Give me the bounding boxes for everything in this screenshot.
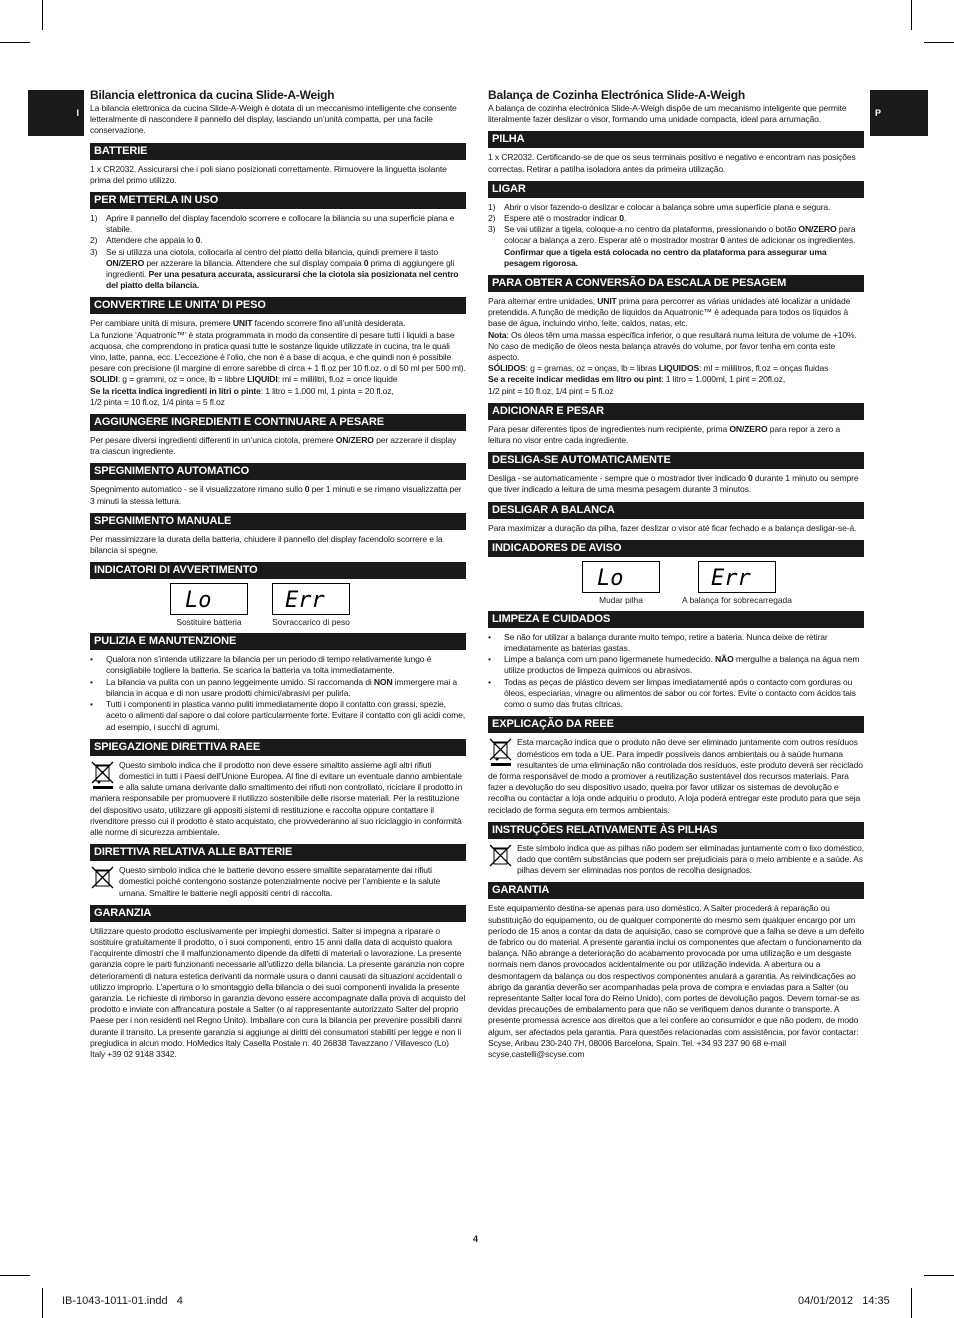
- setup-step: 3) Se vai utilizar a tigela, coloque-a no centro da plataforma, pressionando o botão ON/ZERO para colocar a balança a zero. Esperar até o mostrador mostrar 0 antes de adicionar os ingredientes. Confirmar que a tigela está colocada no centro da plataforma para assegurar uma pesagem rigorosa.: [488, 224, 856, 268]
- battery-directive-block: Questo simbolo indica che le batterie devono essere smaltite separatamente dai rifiuti domestici poiché contengono sostanze potenzialmente nocive per l’ambiente e la salute umana. Smaltire le batterie negli appositi centri di raccolta.: [90, 865, 466, 899]
- pints-text: 1/2 pinta = 10 fl.oz, 1/4 pinta = 5 fl.oz: [90, 396, 225, 407]
- add-text: Para pesar diferentes tipos de ingredientes num recipiente, prima ON/ZERO para repor a zero a leitura no visor entre cada ingrediente.: [488, 423, 840, 446]
- section-heading-cleaning: PULIZIA E MANUTENZIONE: [90, 633, 466, 650]
- lcd-display: [698, 561, 776, 593]
- lcd-display: [272, 583, 350, 615]
- indicator-caption: A balança for sobrecarregada: [682, 594, 792, 605]
- litres-text: Se la ricetta indica ingredienti in litri o pinte: 1 litro = 1.000 ml, 1 pinta = 20 fl.oz,: [90, 385, 394, 396]
- section-heading-add: AGGIUNGERE INGREDIENTI E CONTINUARE A PESARE: [90, 414, 466, 431]
- section-heading-manual-off: SPEGNIMENTO MANUALE: [90, 513, 466, 530]
- indicator-err: [272, 583, 350, 627]
- warranty-text: Utilizzare questo prodotto esclusivamente per impieghi domestici. Salter si impegna a riparare o sostituire gratuitamente il prodotto, o i suoi componenti, entro 15 anni dalla data di acquisto qualora l’acquirente dimostri che il malfunzionamento dipende da difetti di materiali o lavorazione. La presente garanzia copre le parti funzionanti necessarie all’utilizzo della bilancia. La presente garanzia non copre deterioramenti di natura estetica derivanti da normale usura o danni causati da situazioni accidentali o utilizzo improprio. L’apertura o lo smontaggio della bilancia o dei suoi componenti invalida la presente garanzia. Le richieste di rimborso in garanzia devono essere accompagnate dalla prova di acquisto del prodotto e inviate con affrancatura postale a Salter (o al rappresentante autorizzato Salter del proprio Paese per i non residenti nel Regno Unito). Imballare con cura la bilancia per prevenire possibili danni durante il transito. La presente garanzia si aggiunge ai diritti dei consumatori stabiliti per legge e non li pregiudica in alcun modo. HoMedics Italy Casella Postale n. 40 26838 Tavazzano / Villavesco (Lo) Italy +39 02 9148 3342.: [90, 925, 466, 1059]
- crop-mark: [911, 0, 912, 30]
- section-heading-indicators: INDICADORES DE AVISO: [488, 540, 864, 557]
- section-heading-warranty: GARANTIA: [488, 882, 864, 899]
- add-text: Per pesare diversi ingredienti differenti in un’unica ciotola, premere ON/ZERO per azzerare il display tra ciascun ingrediente.: [90, 435, 457, 457]
- section-heading-conversion: PARA OBTER A CONVERSÃO DA ESCALA DE PESAGEM: [488, 275, 864, 292]
- section-heading-manual-off: DESLIGAR A BALANCA: [488, 502, 864, 519]
- language-tab-italian: I: [28, 90, 84, 136]
- section-heading-batterie: BATTERIE: [90, 143, 466, 160]
- crop-mark: [0, 1275, 30, 1276]
- pilha-text: 1 x CR2032. Certificando-se de que os seus terminais positivo e negativo e encontram nas posições correctas. Retirar a patilha isoladora antes da primeira utilização.: [488, 152, 856, 174]
- list-item: • La bilancia va pulita con un panno leggeimente umido. Si raccomanda di NON immergere mai a bilancia in acqua e di non usare prodotti chimici/abrasivi per pulirla.: [90, 676, 457, 698]
- indicator-lo: [170, 583, 248, 627]
- section-heading-auto-off: SPEGNIMENTO AUTOMATICO: [90, 463, 466, 480]
- setup-steps: [488, 202, 864, 269]
- section-heading-add: ADICIONAR E PESAR: [488, 403, 864, 420]
- section-heading-batteries: INSTRUÇÕES RELATIVAMENTE ÀS PILHAS: [488, 822, 864, 839]
- svg-text:Err: Err: [285, 588, 325, 611]
- crossed-bin-icon: [90, 865, 116, 895]
- lcd-display: [170, 583, 248, 615]
- indicator-caption: Mudar pilha: [599, 594, 643, 605]
- indicator-row: [488, 561, 864, 605]
- section-heading-pilha: PILHA: [488, 131, 864, 148]
- page-number: 4: [473, 1234, 479, 1244]
- lcd-display: [582, 561, 660, 593]
- indicator-row: [90, 583, 466, 627]
- crop-mark: [924, 42, 954, 43]
- lcd-lo-icon: [179, 588, 239, 610]
- svg-text:Lo: Lo: [597, 565, 624, 588]
- setup-step: 2) Espere até o mostrador indicar 0.: [488, 213, 627, 224]
- auto-off-text: Spegnimento automatico - se il visualizzatore rimano sullo 0 per 1 minuti e se rimano visualizzatta per 3 minuti la stessa lettura.: [90, 484, 462, 506]
- indicator-lo: [582, 561, 660, 605]
- aquatronic-text: La funzione ‘Aquatronic™’ è stata programmata in modo da consentire di pesare tutti i liquidi a base acquosa, che comprendono in pratica quasi tutte le sostanze liquide utilizzate in cucina, tra le quali vino, latte, panna, ecc. L’eccezione è l’olio, che non è a base di acqua, e che quindi non è possibile pesare con precisione (il margine di errore sarebbe di circa + 1 fl.oz per 10 fl.oz. o di 50 ml per 500 ml).: [90, 329, 466, 374]
- setup-step: 3) Se si utilizza una ciotola, collocarla al centro del piatto della bilancia, quindi premere il tasto ON/ZERO per azzerare la bilancia. Attendere che sul display compaia 0 prima di aggiungere gli ingredienti. Per una pesatura accurata, assicurarsi che la ciotola sia posizionata nel centro del piatto della bilancia.: [90, 246, 459, 291]
- list-item: • Qualora non s’intenda utilizzare la bilancia per un periodo di tempo relativamente lungo é consigliabile togliere la batteria. Se scarica la batteria va tolta immediatamente.: [90, 654, 432, 676]
- manual-off-text: Para maximizar a duração da pilha, fazer deslizar o visor até ficar fechado e a balança desligar-se-á.: [488, 522, 857, 533]
- reee-block: Esta marcação indica que o produto não deve ser eliminado juntamente com outros resíduos domésticos em toda a UE. Para impedir possíveis danos ambientais ou à saúde humana resultantes de uma eliminação não controlada dos resíduos, este produto deverá ser reciclado de forma responsável de modo a promover a reutilização sustentável dos recursos materiais. Para fazer a devolução do seu dispositivo usado, queira por favor utilizar os sistemas de devolução e recolha ou contactar a loja onde adquiriu o produto. A loja poderá entregar este produto para que seja reciclado de forma segura em termos ambientais.: [488, 737, 863, 815]
- section-heading-cleaning: LIMPEZA E CUIDADOS: [488, 611, 864, 628]
- svg-text:Lo: Lo: [185, 588, 212, 611]
- section-heading-auto-off: DESLIGA-SE AUTOMATICAMENTE: [488, 452, 864, 469]
- section-heading-ligar: LIGAR: [488, 181, 864, 198]
- doc-title: Bilancia elettronica da cucina Slide-A-Weigh: [90, 88, 335, 102]
- setup-step: 1) Abrir o visor fazendo-o deslizar e colocar a balança sobre uma superfície plana e segura.: [488, 201, 831, 212]
- list-item: • Todas as peças de plástico devem ser limpas imediatamenté após o contacto com gorduras ou óleos, especiarias, vinagre ou alimentos de sabor ou cor fortes. Evite o contacto com ácidos tais como o sumo das frutas cítricas.: [488, 676, 856, 710]
- section-heading-indicators: INDICATORI DI AVVERTIMENTO: [90, 562, 466, 579]
- lcd-err-icon: [707, 566, 767, 588]
- units-text: SOLIDI: g = grammi, oz = once, lb = libbre LIQUIDI: ml = millilitri, fl.oz = once liquide: [90, 374, 398, 385]
- crossed-bin-icon: [488, 843, 514, 873]
- list-item: • Se não for utilizar a balança durante muito tempo, retire a bateria. Nunca deixe de retirar imediatamente as baterias gastas.: [488, 631, 828, 654]
- language-tab-portuguese: P: [870, 90, 928, 136]
- auto-off-text: Desliga - se automaticamente - sempre que o mostrador tiver indicado 0 durante 1 minuto ou sempre que tiver indicado a leitura de uma mesma pesagem durante 3 minutos.: [488, 473, 859, 495]
- footer-file-name: IB-1043-1011-01.indd 4: [62, 1295, 183, 1307]
- list-item: • Limpe a balança com um pano ligermanete humedecido. NÃO mergulhe a balança na água nem utilize productos de limpeza quimicos ou abrasivos.: [488, 654, 860, 676]
- crop-mark: [911, 1288, 912, 1318]
- manual-off-text: Per massimizzare la durata della batteria, chiudere il pannello del display facendolo scorrere e la bilancia si spegne.: [90, 533, 443, 556]
- portuguese-column: [488, 88, 864, 1060]
- section-heading-warranty: GARANZIA: [90, 905, 466, 922]
- batterie-text: 1 x CR2032. Assicurarsi che i poli siano posizionati correttamente. Rimuovere la linguetta isolante prima del primo utilizzo.: [90, 163, 447, 185]
- doc-title: Balança de Cozinha Electrónica Slide-A-Weigh: [488, 88, 746, 102]
- conversion-text: Per cambiare unità di misura, premere UNIT facendo scorrere fino all’unità desiderata.: [90, 318, 406, 329]
- indicator-err: [682, 561, 792, 605]
- crossed-bin-icon: [90, 760, 116, 790]
- crop-mark: [42, 1288, 43, 1318]
- crop-mark: [0, 42, 30, 43]
- italian-column: [90, 88, 466, 1060]
- section-heading-conversion: CONVERTIRE LE UNITA’ DI PESO: [90, 297, 466, 314]
- intro-text: La bilancia elettronica da cucina Slide-A-Weigh è dotata di un meccanismo intelligente che consente letteralmente di nascondere il pannello del display, lasciando un’unità compatta, per una facile conservazione.: [90, 103, 457, 136]
- note-text: Nota: Os óleos têm uma massa específica inferior, o que resultará numa leitura de volume de +10%. No caso de medição de óleos nesta balança através do volume, por favor tenha em conta este aspecto.: [488, 329, 857, 363]
- cleaning-list: [90, 654, 466, 732]
- warranty-text: Este equipamento destina-se apenas para uso doméstico. A Salter procederá à reparação ou substituição do equipamento, ou de qualquer componente do mesmo sem qualquer encargo por um período de 15 anos a contar da data de aquisição, caso se comprove que a falha se deve a um defeito de fabrico ou do material. A presente garantia inclui os componentes que afectam o funcionamento da balança. Não abrange a deterioração do acabamento provocada por uma utilização e um desgaste normais nem danos provocados acidentalmente ou por utilização indevida. A abertura ou a desmontagem da balança ou dos respectivos componentes anulará a garantia. As reivindicações ao abrigo da garantia deverão ser acompanhadas pela prova de compra e enviadas para a Salter (ou representante Salter local fora do Reino Unido), com portes de devolução pagos. Devem tomar-se as devidas precauções de embalamento para que não se verifiquem danos durante o transporte. A presente promessa acresce aos direitos que a lei confere ao consumidor e que não podem, de modo algum, ser afectados pela garantia. Para questões relacionadas com assistência, por favor contactar: Scyse, Aribau 230-240 7H, 08006 Barcelona, Spain. Tel. +34 93 237 90 68 e-mail scyse.castelli@scyse.com: [488, 903, 864, 1059]
- footer-date-time: 04/01/2012 14:35: [798, 1295, 890, 1307]
- setup-step: 2) Attendere che appaia lo 0.: [90, 235, 203, 246]
- list-item: • Tutti i componenti in plastica vanno puliti immediatamente dopo il contatto con grassi, spezie, aceto o alimenti dal sapore o dal colore particularmente forte. Evitare il contatto con gli acidi come, ad esempio, i succhi di agrumi.: [90, 699, 466, 732]
- crop-mark: [924, 1275, 954, 1276]
- lcd-lo-icon: [591, 566, 651, 588]
- section-heading-battery-directive: DIRETTIVA RELATIVA ALLE BATTERIE: [90, 844, 466, 861]
- raee-block: Questo simbolo indica che il prodotto non deve essere smaltito assieme agli altri rifiuti domestici in tutti i Paesi dell’Unione Europea. Al fine di evitare un eventuale danno ambientale e alla salute umana derivante dallo smaltimento dei rifiuti non controllato, riciclare il prodotto in maniera responsabile per promuovere il riutilizzo sostenibile delle risorse materiali. Per la restituzione del dispositivo usato, utilizzare gli appositi sistemi di restituzione e raccolta oppure contattare il rivenditore presso cui il prodotto è stato acquistato, che provvederanno al suo riciclaggio in conformità alle norme di sicurezza ambientale.: [90, 759, 463, 837]
- section-heading-reee: EXPLICAÇÃO DA REEE: [488, 716, 864, 733]
- setup-steps: [90, 213, 466, 291]
- pints-text: 1/2 pint = 10 fl.oz, 1/4 pint = 5 fl.oz: [488, 385, 614, 396]
- section-heading-uso: PER METTERLA IN USO: [90, 192, 466, 209]
- crossed-bin-icon: [488, 737, 514, 767]
- indicator-caption: Sostituire batteria: [176, 617, 242, 628]
- crop-mark: [42, 0, 43, 30]
- svg-text:Err: Err: [710, 565, 751, 588]
- lcd-err-icon: [281, 588, 341, 610]
- section-heading-raee: SPIEGAZIONE DIRETTIVA RAEE: [90, 739, 466, 756]
- conversion-text: Para alternar entre unidades, UNIT prima para percorrer as várias unidades até localizar a unidade pretendida. A função de medição de líquidos da Aquatronic™ é adequada para todos os líquidos à base de água, incluindo vinho, leite, caldos, natas, etc.: [488, 296, 851, 329]
- battery-directive-block: Este símbolo indica que as pilhas não podem ser eliminadas juntamente com o lixo doméstico, dado que contêm substâncias que podem ser prejudiciais para o meio ambiente e a saúde. As pilhas devem ser eliminadas nos pontos de recolha designados.: [488, 843, 864, 877]
- cleaning-list: [488, 632, 864, 710]
- indicator-caption: Sovraccarico di peso: [272, 617, 350, 628]
- units-text: SÓLIDOS: g = gramas, oz = onças, lb = libras LIQUIDOS: ml = mililitros, fl.oz = onças fluidas: [488, 363, 829, 374]
- intro-text: A balança de cozinha electrónica Slide-A-Weigh dispõe de um mecanismo inteligente que permite literalmente fazer deslizar o visor, formando uma unidade compacta, ideal para arrumação.: [488, 103, 847, 125]
- setup-step: 1) Aprire il pannello del display facendolo scorrere e collocare la bilancia su una superficie piana e stabile.: [90, 213, 455, 235]
- litres-text: Se a receite indicar medidas em litro ou pint: 1 litro = 1.000ml, 1 pint = 20fl.oz,: [488, 374, 786, 385]
